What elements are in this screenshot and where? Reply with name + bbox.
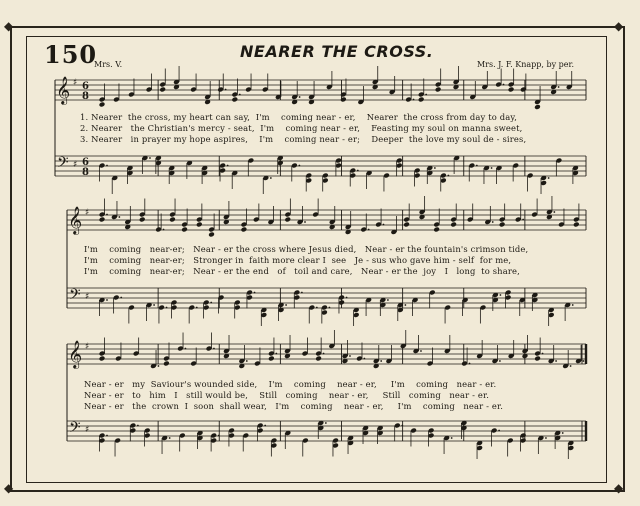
note-head-icon: [284, 217, 291, 223]
dot-icon: [196, 307, 198, 309]
treble-clef-icon: 𝄞: [68, 340, 83, 368]
note-head-icon: [435, 87, 442, 93]
lyric-line-verse-2: I'm coming near-er; Stronger in faith more clear I see Je - sus who gave him - self for me,: [84, 255, 512, 265]
composer-credit: Mrs. J. F. Knapp, by per.: [476, 60, 574, 69]
dot-icon: [239, 94, 241, 96]
note-head-icon: [403, 222, 410, 228]
dot-icon: [562, 432, 564, 434]
dot-icon: [120, 297, 122, 299]
dot-icon: [329, 307, 331, 309]
note-head-icon: [418, 97, 425, 103]
note-head-icon: [433, 227, 440, 233]
dot-icon: [316, 307, 318, 309]
dot-icon: [368, 229, 370, 231]
dot-icon: [106, 435, 108, 437]
note-head-icon: [231, 97, 238, 103]
time-signature-icon: 8: [82, 167, 89, 178]
time-signature-icon: 6: [82, 81, 89, 92]
bass-clef-icon: 𝄢: [69, 419, 81, 440]
dot-icon: [118, 216, 120, 218]
hymn-number: 150: [44, 40, 98, 69]
note-head-icon: [99, 217, 106, 223]
dot-icon: [357, 170, 359, 172]
dot-icon: [387, 299, 389, 301]
note-head-icon: [499, 222, 506, 228]
dot-icon: [545, 437, 547, 439]
note-head-icon: [159, 87, 166, 93]
dot-icon: [346, 297, 348, 299]
treble-clef-icon: 𝄞: [68, 206, 83, 234]
dot-icon: [301, 292, 303, 294]
lyric-line-verse-2: 2. Nearer the Christian's mercy - seat, I'm coming near - er, Feasting my soul on manna sweet,: [80, 123, 523, 133]
dot-icon: [149, 157, 151, 159]
hymn-title: NEARER THE CROSS.: [240, 42, 434, 61]
lyric-line-verse-1: 1. Nearer the cross, my heart can say, I'm coming near - er, Nearer the cross from day to day,: [80, 112, 518, 122]
note-head-icon: [241, 227, 248, 233]
dot-icon: [558, 86, 560, 88]
dot-icon: [158, 365, 160, 367]
dot-icon: [503, 84, 505, 86]
sharp-icon: ♯: [73, 160, 78, 170]
dot-icon: [299, 96, 301, 98]
treble-clef-icon: 𝄞: [56, 76, 71, 104]
dot-icon: [498, 430, 500, 432]
dot-icon: [555, 360, 557, 362]
lyric-line-verse-3: Near - er the crown I soon shall wear, I'm coming near - er, I'm coming near - er.: [84, 401, 504, 411]
dot-icon: [383, 224, 385, 226]
dot-icon: [542, 353, 544, 355]
dot-icon: [425, 94, 427, 96]
dot-icon: [106, 299, 108, 301]
sharp-icon: ♯: [85, 425, 90, 435]
dot-icon: [492, 221, 494, 223]
lyric-line-verse-3: 3. Nearer in prayer my hope aspires, I'm coming near - er; Deeper the love my soul de - sires,: [80, 134, 527, 144]
dot-icon: [363, 358, 365, 360]
dot-icon: [583, 360, 585, 362]
dot-icon: [264, 425, 266, 427]
dot-icon: [413, 99, 415, 101]
sharp-icon: ♯: [85, 342, 90, 352]
note-head-icon: [163, 361, 170, 367]
dot-icon: [270, 177, 272, 179]
dot-icon: [500, 294, 502, 296]
bass-clef-icon: 𝄢: [69, 286, 81, 307]
note-head-icon: [208, 232, 215, 238]
lyric-line-verse-1: I'm coming near-er; Near - er the cross where Jesus died, Near - er the fountain's crimson tide,: [84, 244, 529, 254]
note-head-icon: [315, 356, 322, 362]
lyric-line-verse-2: Near - er to him I still would be, Still coming near - er, Still coming near - er.: [84, 390, 490, 400]
author-credit: Mrs. V.: [94, 60, 123, 69]
note-head-icon: [450, 222, 457, 228]
dot-icon: [166, 307, 168, 309]
dot-icon: [572, 304, 574, 306]
dot-icon: [548, 177, 550, 179]
dot-icon: [499, 360, 501, 362]
dot-icon: [404, 304, 406, 306]
dot-icon: [246, 360, 248, 362]
dot-icon: [185, 348, 187, 350]
dot-icon: [153, 304, 155, 306]
dot-icon: [401, 425, 403, 427]
time-signature-icon: 8: [82, 91, 89, 102]
dot-icon: [570, 365, 572, 367]
note-head-icon: [534, 104, 541, 110]
dot-icon: [163, 229, 165, 231]
note-head-icon: [181, 227, 188, 233]
sharp-icon: ♯: [85, 208, 90, 218]
dot-icon: [434, 167, 436, 169]
dot-icon: [420, 350, 422, 352]
time-signature-icon: 6: [82, 157, 89, 168]
dot-icon: [225, 89, 227, 91]
sharp-icon: ♯: [85, 292, 90, 302]
dot-icon: [218, 435, 220, 437]
note-head-icon: [340, 97, 347, 103]
dot-icon: [553, 211, 555, 213]
note-head-icon: [139, 217, 146, 223]
sharp-icon: ♯: [73, 78, 78, 88]
dot-icon: [323, 353, 325, 355]
dot-icon: [325, 422, 327, 424]
note-head-icon: [196, 222, 203, 228]
note-head-icon: [99, 102, 106, 108]
dot-icon: [304, 221, 306, 223]
note-head-icon: [508, 87, 515, 93]
dot-icon: [285, 304, 287, 306]
dot-icon: [522, 219, 524, 221]
note-head-icon: [534, 356, 541, 362]
corner-ornament-icon: ◆: [614, 481, 624, 495]
dot-icon: [349, 355, 351, 357]
dot-icon: [469, 363, 471, 365]
lyric-line-verse-3: I'm coming near-er; Near - er the end of toil and care, Near - er the joy I long to share,: [84, 266, 520, 276]
corner-ornament-icon: ◆: [4, 19, 14, 33]
corner-ornament-icon: ◆: [4, 481, 14, 495]
dot-icon: [380, 360, 382, 362]
dot-icon: [491, 167, 493, 169]
note-head-icon: [99, 356, 106, 362]
dot-icon: [451, 437, 453, 439]
dot-icon: [227, 165, 229, 167]
bass-clef-icon: 𝄢: [57, 154, 69, 175]
dot-icon: [447, 175, 449, 177]
note-head-icon: [268, 356, 275, 362]
dot-icon: [298, 165, 300, 167]
dot-icon: [210, 302, 212, 304]
dot-icon: [275, 353, 277, 355]
note-head-icon: [573, 222, 580, 228]
dot-icon: [106, 165, 108, 167]
dot-icon: [254, 292, 256, 294]
dot-icon: [106, 214, 108, 216]
dot-icon: [476, 165, 478, 167]
corner-ornament-icon: ◆: [614, 19, 624, 33]
dot-icon: [137, 425, 139, 427]
note-head-icon: [169, 217, 176, 223]
lyric-line-verse-1: Near - er my Saviour's wounded side, I'm coming near - er, I'm coming near - er.: [84, 379, 497, 389]
dot-icon: [169, 437, 171, 439]
dot-icon: [213, 348, 215, 350]
